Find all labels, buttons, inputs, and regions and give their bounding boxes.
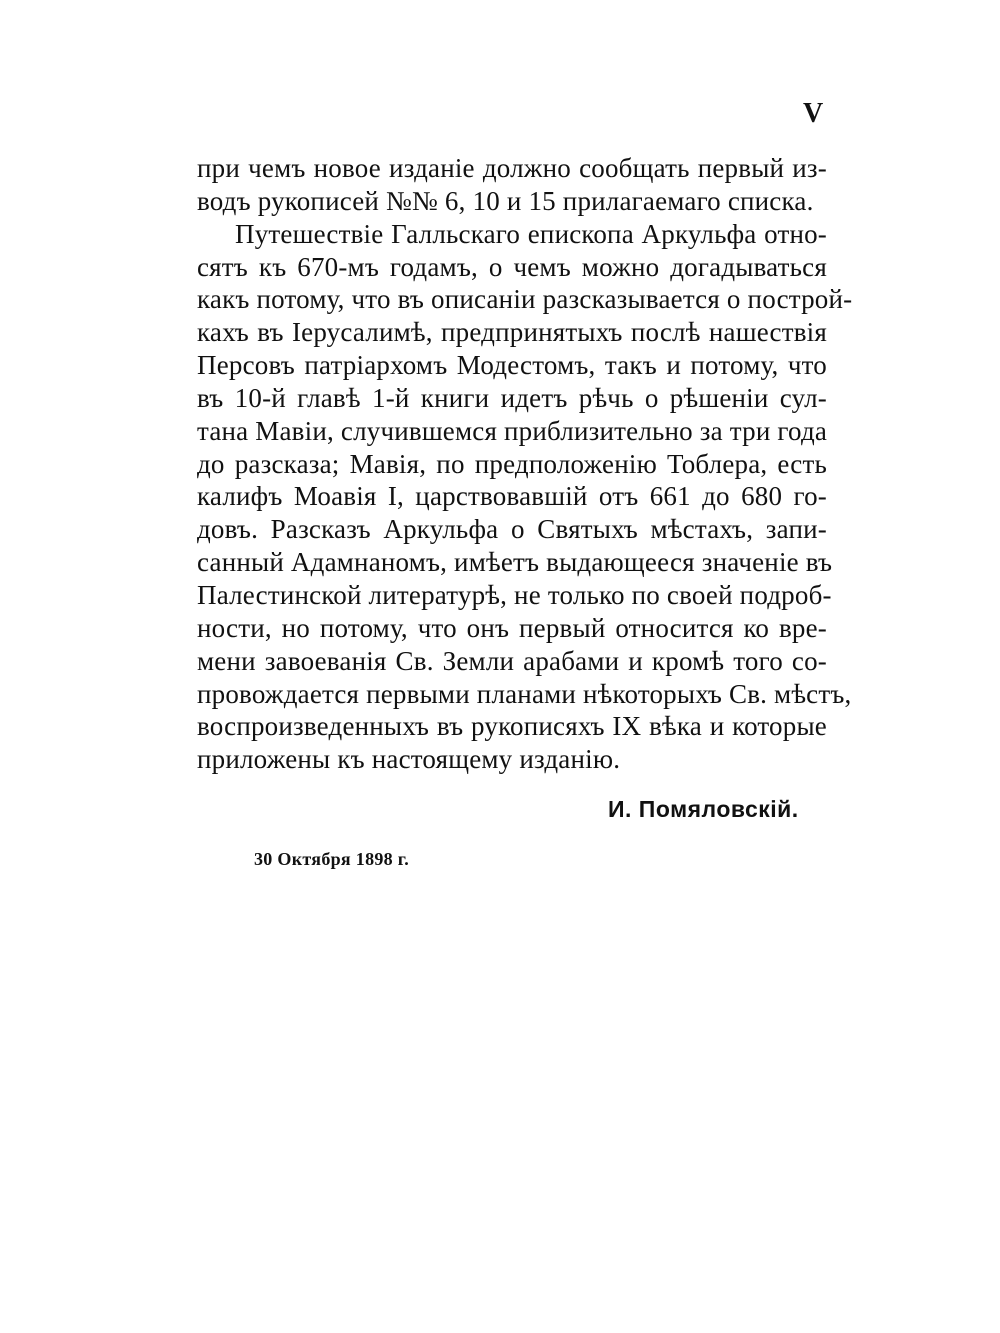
- text-line: ности, но потому, что онъ первый относится ко вре-: [197, 612, 827, 643]
- text-line: Палестинской литературѣ, не только по своей подроб-: [197, 579, 832, 610]
- text-line: калифъ Моавія I, царствовавшій отъ 661 до 680 го-: [197, 481, 827, 512]
- author-signature: И. Помяловскій.: [608, 796, 799, 822]
- text-line: Персовъ патріархомъ Модестомъ, такъ и потому, что: [197, 350, 827, 381]
- page-number: V: [803, 98, 824, 129]
- text-line: кахъ въ Іерусалимѣ, предпринятыхъ послѣ нашествія: [197, 317, 827, 348]
- text-line: санный Адамнаномъ, имѣетъ выдающееся значеніе въ: [197, 547, 833, 578]
- text-line: какъ потому, что въ описаніи разсказывается о построй-: [197, 284, 853, 315]
- text-line: водъ рукописей №№ 6, 10 и 15 прилагаемаго списка.: [197, 185, 814, 216]
- text-line: приложены къ настоящему изданію.: [197, 744, 621, 775]
- text-line: провождается первыми планами нѣкоторыхъ Св. мѣстъ,: [197, 678, 852, 709]
- text-line: тана Мавіи, случившемся приблизительно за три года: [197, 415, 828, 446]
- text-line: мени завоеванія Св. Земли арабами и кромѣ того со-: [197, 645, 827, 676]
- text-line: сятъ къ 670-мъ годамъ, о чемъ можно догадываться: [197, 251, 827, 282]
- body-text: [197, 152, 853, 776]
- date-line: 30 Октября 1898 г.: [254, 849, 410, 869]
- text-line: довъ. Разсказъ Аркульфа о Святыхъ мѣстахъ, запи-: [197, 514, 827, 545]
- text-line: до разсказа; Мавія, по предположенію Тоблера, есть: [197, 448, 827, 479]
- text-line: въ 10-й главѣ 1-й книги идетъ рѣчь о рѣшеніи сул-: [197, 382, 827, 413]
- text-line: Путешествіе Галльскаго епископа Аркульфа отно-: [235, 218, 827, 249]
- text-line: при чемъ новое изданіе должно сообщать первый из-: [197, 153, 827, 183]
- text-line: воспроизведенныхъ въ рукописяхъ IX вѣка и которые: [197, 711, 827, 742]
